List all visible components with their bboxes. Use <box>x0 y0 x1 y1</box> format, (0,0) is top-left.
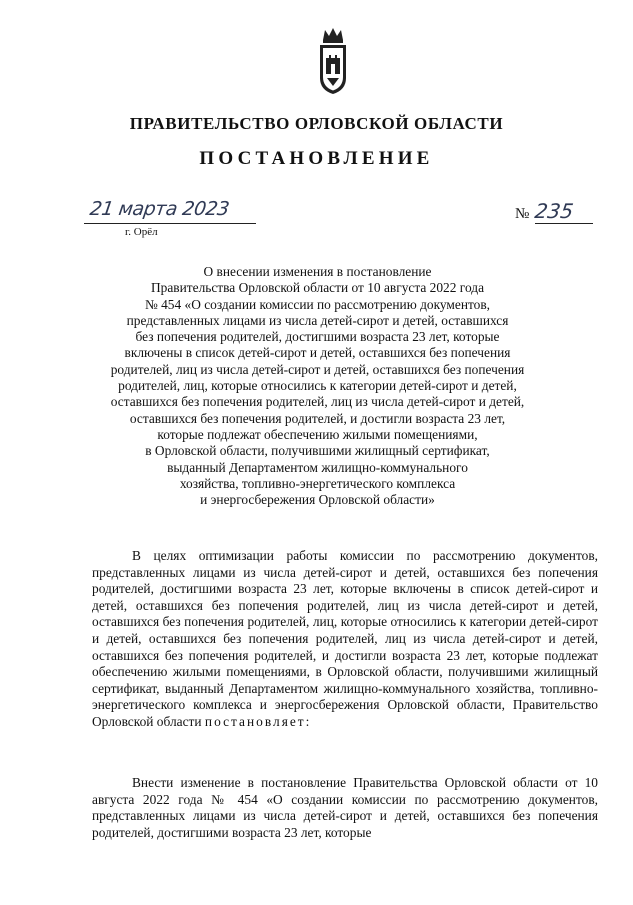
coat-of-arms-icon <box>316 26 350 96</box>
subject-line: без попечения родителей, достигшими возраста 23 лет, которые <box>135 329 500 345</box>
subject-line: № 454 «О создании комиссии по рассмотрению документов, <box>144 296 491 312</box>
subject-line: в Орловской области, получившими жилищный сертификат, <box>145 443 490 459</box>
subject-line: О внесении изменения в постановление <box>203 264 432 279</box>
number-sign: № <box>515 206 530 222</box>
handwritten-date: 21 марта 2023 <box>88 198 231 220</box>
subject-line: представленных лицами из числа детей-сирот и детей, оставшихся <box>126 312 509 328</box>
subject-line: которые подлежат обеспечению жилыми помещениями, <box>157 426 478 442</box>
subject-line: Правительства Орловской области от 10 августа 2022 года <box>150 280 485 296</box>
number-underline <box>535 223 593 224</box>
body-paragraph-2: Внести изменение в постановление Правительства Орловской области от 10 августа 2022 года № 454 «О создании комиссии по рассмотрению документов, представленных лицами из числа детей-сирот и детей, оставшихся без попечения родителей, достигшими возраста 23 лет, которые <box>92 775 598 840</box>
subject-line: оставшихся без попечения родителей, и достигли возраста 23 лет, <box>129 410 506 426</box>
subject-line: родителей, лиц, которые относились к категории детей-сирот и детей, <box>118 378 517 394</box>
subject-line: хозяйства, топливно-энергетического комплекса <box>179 475 456 491</box>
subject-line: выданный Департаментом жилищно-коммунального <box>167 459 468 475</box>
handwritten-number: 235 <box>533 199 575 223</box>
decree-subject <box>80 264 555 508</box>
subject-line: оставшихся без попечения родителей, лиц из числа детей-сирот и детей, <box>110 394 525 410</box>
subject-line: родителей, лиц из числа детей-сирот и детей, оставшихся без попечения <box>110 361 525 377</box>
subject-line: включены в список детей-сирот и детей, оставшихся без попечения <box>124 345 511 361</box>
subject-line: и энергосбережения Орловской области» <box>200 492 435 508</box>
city-label: г. Орёл <box>125 226 158 238</box>
decree-verb: постановляет: <box>204 713 312 729</box>
paragraph-1-text: В целях оптимизации работы комиссии по рассмотрению документов, представленных лицами из числа детей-сирот и детей, оставшихся без попечения родителей, достигшими возраста 23 лет, которые включены в список детей-сирот и детей, оставшихся без попечения родителей, лиц из числа детей-сирот и детей, оставшихся без попечения родителей, лиц, которые относились к категории детей-сирот и детей, оставшихся без попечения родителей, лиц из числа детей-сирот и детей, оставшихся без попечения родителей, и достигли возраста 23 лет, которые подлежат обеспечению жилыми помещениями, в Орловской области, получившими жилищный сертификат, выданный Департаментом жилищно-коммунального хозяйства, топливно-энергетического комплекса и энергосбережения Орловской области, Правительство Орловской области <box>92 548 598 729</box>
date-underline <box>84 223 256 224</box>
document-type: ПОСТАНОВЛЕНИЕ <box>199 148 434 169</box>
government-title: ПРАВИТЕЛЬСТВО ОРЛОВСКОЙ ОБЛАСТИ <box>129 114 504 133</box>
body-paragraph-1 <box>92 548 598 731</box>
